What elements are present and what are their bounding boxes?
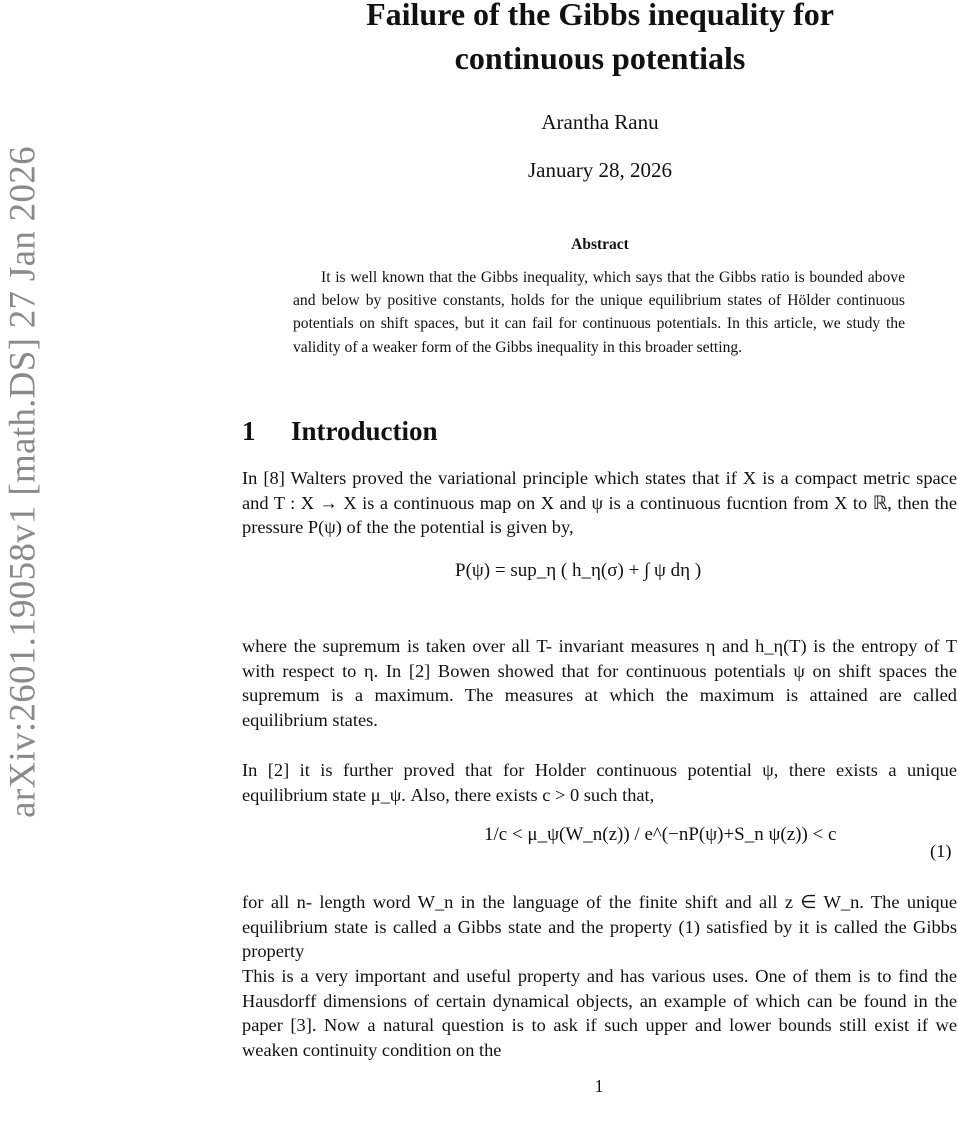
section-heading bbox=[242, 416, 438, 447]
section-title: Introduction bbox=[291, 416, 438, 446]
date: January 28, 2026 bbox=[527, 158, 673, 182]
title-line-2: continuous potentials bbox=[454, 40, 746, 76]
arxiv-stamp bbox=[0, 0, 46, 1121]
equation-variational-principle: P(ψ) = sup_η ( h_η(σ) + ∫ ψ dη ) bbox=[455, 560, 702, 581]
paragraph-5: This is a very important and useful property and has various uses. One of them is to find the Hausdorff dimensions of certain dynamical objects, an example of which can be found in the paper [3]. Now a natural question is to ask if such upper and lower bounds still exist if we weaken continuity condition on the bbox=[242, 966, 957, 1060]
title-line-1: Failure of the Gibbs inequality for bbox=[366, 0, 834, 32]
author: Arantha Ranu bbox=[541, 110, 659, 134]
abstract-text: It is well known that the Gibbs inequality, which says that the Gibbs ratio is bounded above and below by positive constants, holds for the unique equilibrium states of Hölder continuous potentials on shift spaces, but it can fail for continuous potentials. In this article, we study the validity of a weaker form of the Gibbs inequality in this broader setting. bbox=[293, 269, 905, 356]
section-number: 1 bbox=[242, 416, 256, 446]
paper-title bbox=[250, 0, 950, 80]
paragraph-4: for all n- length word W_n in the language of the finite shift and all z ∈ W_n. The unique equilibrium state is called a Gibbs state and the property (1) satisfied by it is called the Gibbs property bbox=[242, 892, 957, 962]
paragraph-2: where the supremum is taken over all T- invariant measures η and h_η(T) is the entropy of T with respect to η. In [2] Bowen showed that for continuous potentials ψ on shift spaces the supremum is a maximum. The measures at which the maximum is attained are called equilibrium states. bbox=[242, 636, 957, 730]
paragraph-3: In [2] it is further proved that for Holder continuous potential ψ, there exists a unique equilibrium state μ_ψ. Also, there exists c > 0 such that, bbox=[242, 760, 957, 805]
equation-number: (1) bbox=[930, 841, 952, 861]
equation-gibbs-property: 1/c < μ_ψ(W_n(z)) / e^(−nP(ψ)+S_n ψ(z)) < c bbox=[484, 824, 837, 845]
arxiv-stamp-text: arXiv:2601.19058v1 [math.DS] 27 Jan 2026 bbox=[2, 146, 44, 818]
paragraph-1: In [8] Walters proved the variational principle which states that if X is a compact metric space and T : X → X is a continuous map on X and ψ is a continuous fucntion from X to ℝ, then the pressure P(ψ) of the the potential is given by, bbox=[242, 468, 957, 538]
abstract-heading: Abstract bbox=[571, 236, 629, 253]
page-number: 1 bbox=[594, 1076, 604, 1096]
